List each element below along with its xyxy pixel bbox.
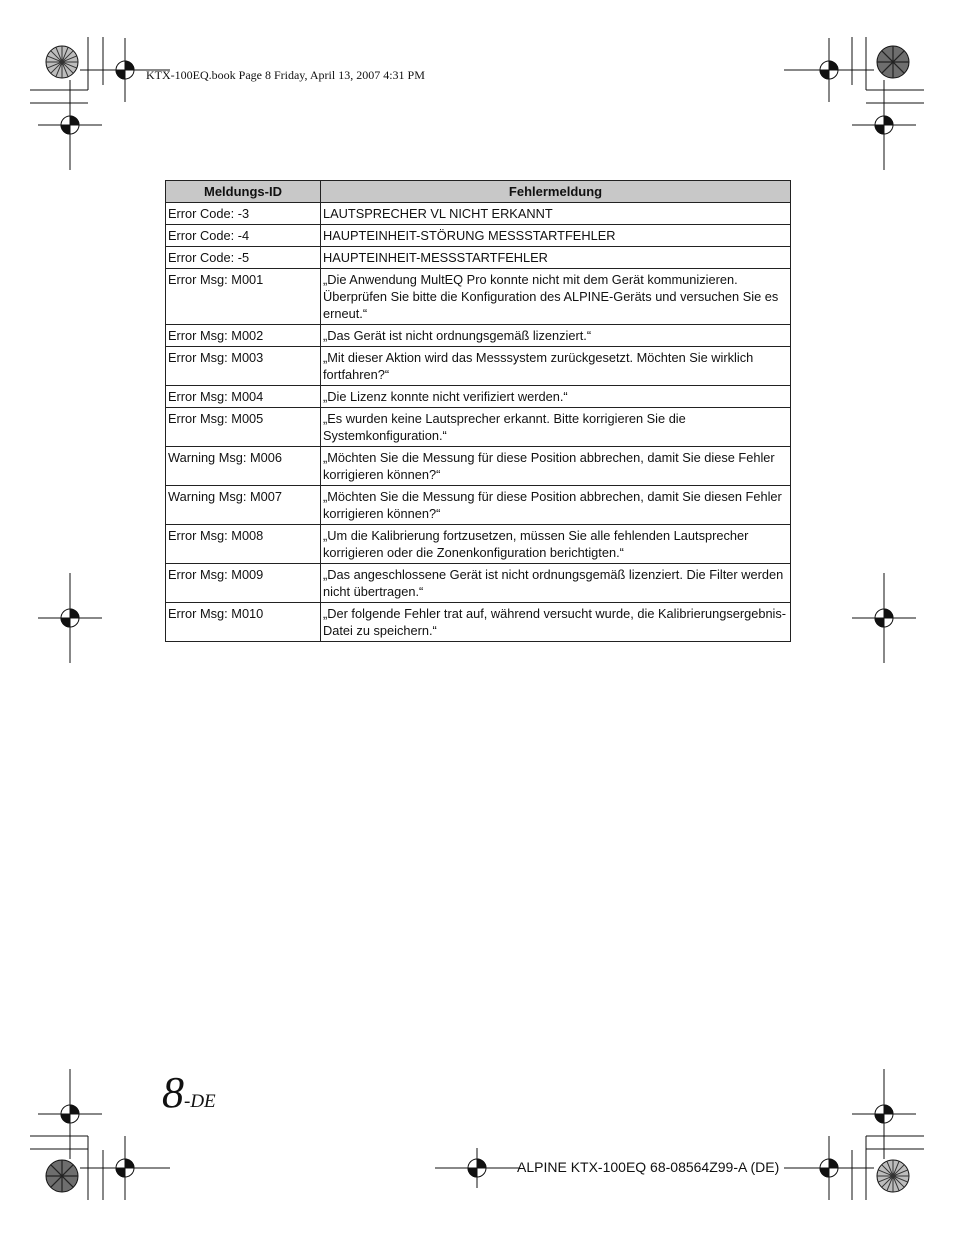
star-target [46,1160,78,1192]
column-header-message: Fehlermeldung [321,181,791,203]
table-row [166,486,791,525]
message-text-cell: „Es wurden keine Lautsprecher erkannt. Bitte korrigieren Sie die Systemkonfiguration.“ [321,408,791,447]
message-id-cell: Error Code: -4 [166,225,321,247]
message-id-cell: Error Msg: M004 [166,386,321,408]
message-text-cell: HAUPTEINHEIT-MESSSTARTFEHLER [321,247,791,269]
file-info-header: KTX-100EQ.book Page 8 Friday, April 13, 2007 4:31 PM [146,68,425,82]
column-header-id: Meldungs-ID [166,181,321,203]
table-row [166,386,791,408]
message-id-cell: Error Code: -3 [166,203,321,225]
table-row [166,203,791,225]
message-text-cell: „Möchten Sie die Messung für diese Position abbrechen, damit Sie diese Fehler korrigieren können?“ [321,447,791,486]
registration-mark [852,80,916,170]
registration-mark [38,80,102,170]
message-id-cell: Error Msg: M010 [166,603,321,642]
message-id-cell: Warning Msg: M007 [166,486,321,525]
message-text-cell: „Das Gerät ist nicht ordnungsgemäß lizenziert.“ [321,325,791,347]
table-row [166,564,791,603]
message-text-cell: „Die Lizenz konnte nicht verifiziert werden.“ [321,386,791,408]
error-message-table-container [165,180,790,642]
page-number [162,1067,216,1118]
message-text-cell: „Das angeschlossene Gerät ist nicht ordnungsgemäß lizenziert. Die Filter werden nicht übertragen.“ [321,564,791,603]
table-row [166,269,791,325]
message-text-cell: LAUTSPRECHER VL NICHT ERKANNT [321,203,791,225]
message-id-cell: Error Msg: M002 [166,325,321,347]
message-id-cell: Error Msg: M001 [166,269,321,325]
table-row [166,247,791,269]
message-text-cell: „Die Anwendung MultEQ Pro konnte nicht mit dem Gerät kommunizieren. Überprüfen Sie bitte die Konfiguration des ALPINE-Geräts und versuchen Sie es erneut.“ [321,269,791,325]
table-row [166,603,791,642]
table-row [166,408,791,447]
message-text-cell: „Der folgende Fehler trat auf, während versucht wurde, die Kalibrierungsergebnis-Datei zu speichern.“ [321,603,791,642]
message-text-cell: „Um die Kalibrierung fortzusetzen, müssen Sie alle fehlenden Lautsprecher korrigieren oder die Zonenkonfiguration berichtigten.“ [321,525,791,564]
table-header-row [166,181,791,203]
star-target [46,46,78,78]
table-row [166,447,791,486]
message-text-cell: „Möchten Sie die Messung für diese Position abbrechen, damit Sie diesen Fehler korrigieren können?“ [321,486,791,525]
message-text-cell: HAUPTEINHEIT-STÖRUNG MESSSTARTFEHLER [321,225,791,247]
registration-mark [38,1069,102,1159]
message-id-cell: Error Code: -5 [166,247,321,269]
star-target [877,1160,909,1192]
page-number-suffix: -DE [184,1091,216,1112]
footer-text: ALPINE KTX-100EQ 68-08564Z99-A (DE) [517,1159,780,1175]
registration-mark [38,573,102,663]
table-row [166,525,791,564]
registration-mark [852,573,916,663]
registration-mark [80,1136,170,1200]
registration-mark [784,1136,874,1200]
registration-mark [435,1148,519,1188]
message-id-cell: Error Msg: M003 [166,347,321,386]
table-row [166,325,791,347]
star-target [877,46,909,78]
table-row [166,347,791,386]
message-id-cell: Error Msg: M008 [166,525,321,564]
table-row [166,225,791,247]
message-id-cell: Error Msg: M009 [166,564,321,603]
registration-mark [852,1069,916,1159]
message-id-cell: Warning Msg: M006 [166,447,321,486]
error-message-table [165,180,791,642]
registration-mark [784,38,874,102]
message-text-cell: „Mit dieser Aktion wird das Messsystem zurückgesetzt. Möchten Sie wirklich fortfahren?“ [321,347,791,386]
message-id-cell: Error Msg: M005 [166,408,321,447]
page-number-value: 8 [162,1068,184,1117]
